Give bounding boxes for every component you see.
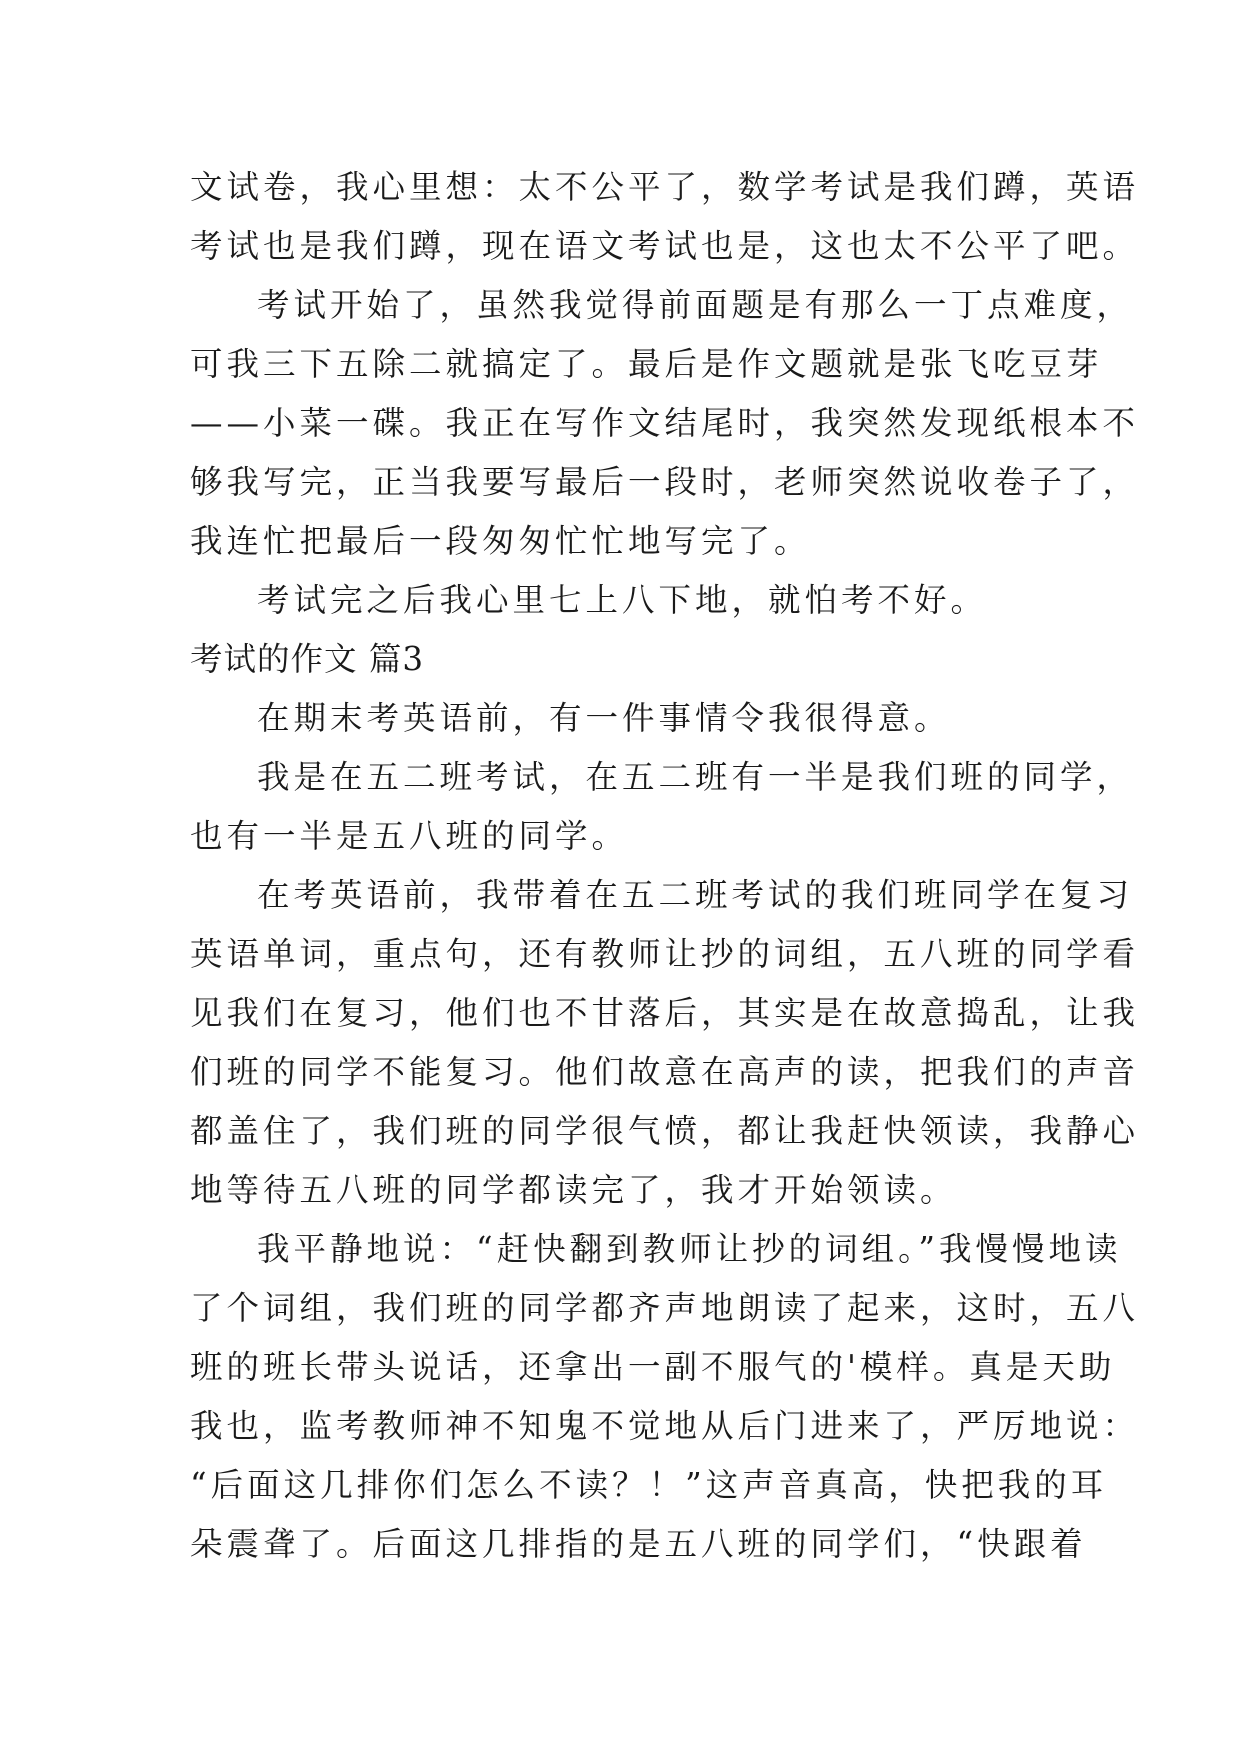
text-line: 也有一半是五八班的同学。 (190, 817, 629, 855)
text-line: 朵震聋了。后面这几排指的是五八班的同学们，“快跟着 (190, 1525, 1087, 1563)
text-line: 英语单词，重点句，还有教师让抄的词组，五八班的同学看 (190, 935, 1140, 973)
text-line: 够我写完，正当我要写最后一段时，老师突然说收卷子了， (190, 463, 1140, 501)
text-line: 见我们在复习，他们也不甘落后，其实是在故意捣乱，让我 (190, 994, 1140, 1032)
text-line: 我连忙把最后一段匆匆忙忙地写完了。 (190, 522, 811, 560)
text-line: 考试完之后我心里七上八下地，就怕考不好。 (257, 581, 988, 619)
text-line: 在考英语前，我带着在五二班考试的我们班同学在复习 (257, 876, 1134, 914)
text-line: 我平静地说：“赶快翻到教师让抄的词组。”我慢慢地读 (257, 1230, 1122, 1268)
text-line: 我也，监考教师神不知鬼不觉地从后门进来了，严厉地说： (190, 1407, 1140, 1445)
text-line: 考试开始了，虽然我觉得前面题是有那么一丁点难度， (257, 286, 1134, 324)
text-line: ——小菜一碟。我正在写作文结尾时，我突然发现纸根本不 (190, 404, 1140, 442)
text-line: 在期末考英语前，有一件事情令我很得意。 (257, 699, 951, 737)
text-line: 地等待五八班的同学都读完了，我才开始领读。 (190, 1171, 957, 1209)
text-line: 班的班长带头说话，还拿出一副不服气的'模样。真是天助 (190, 1348, 1116, 1386)
text-line: 都盖住了，我们班的同学很气愤，都让我赶快领读，我静心 (190, 1112, 1140, 1150)
text-line: 可我三下五除二就搞定了。最后是作文题就是张飞吃豆芽 (190, 345, 1103, 383)
section-heading: 考试的作文 篇3 (190, 640, 425, 678)
text-line: 考试也是我们蹲，现在语文考试也是，这也太不公平了吧。 (190, 227, 1140, 265)
text-line: 们班的同学不能复习。他们故意在高声的读，把我们的声音 (190, 1053, 1140, 1091)
text-line: 了个词组，我们班的同学都齐声地朗读了起来，这时，五八 (190, 1289, 1140, 1327)
text-line: 我是在五二班考试，在五二班有一半是我们班的同学， (257, 758, 1134, 796)
text-line: 文试卷，我心里想：太不公平了，数学考试是我们蹲，英语 (190, 168, 1140, 206)
article-body (190, 158, 1140, 1574)
text-line: “后面这几排你们怎么不读？！”这声音真高，快把我的耳 (190, 1466, 1108, 1504)
